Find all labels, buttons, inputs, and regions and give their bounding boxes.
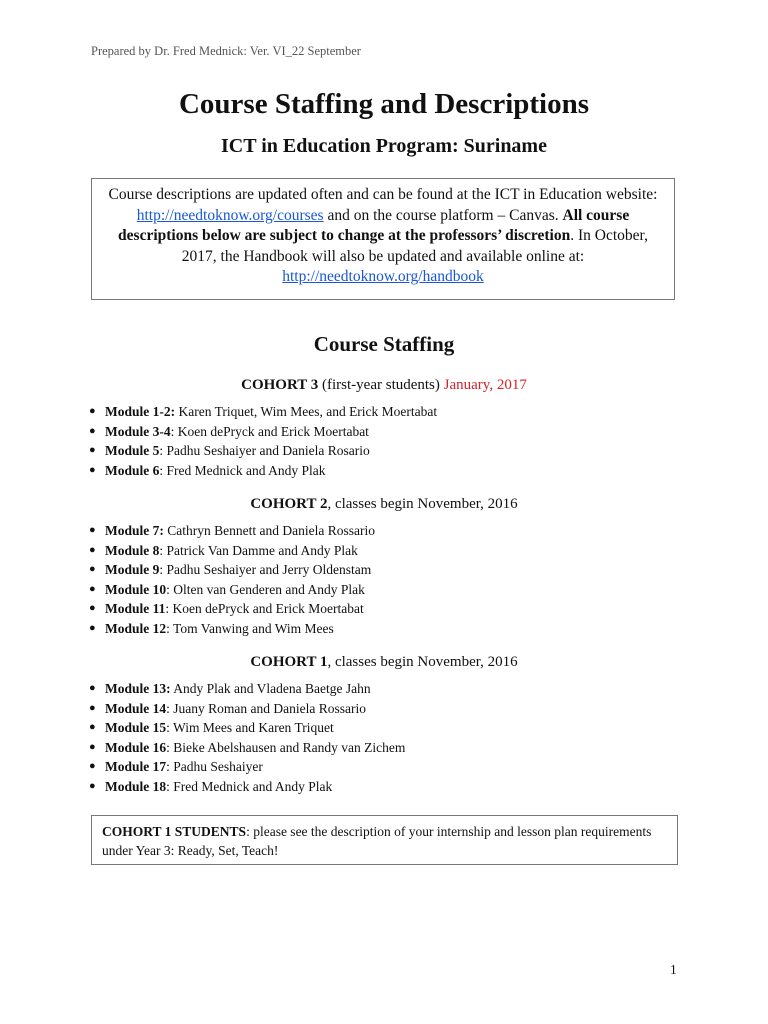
- bullet-icon: ●: [89, 779, 96, 792]
- module-label: Module 16: [105, 739, 167, 755]
- cohort-3-module-list: [89, 402, 437, 480]
- cohort-1-module-list: [89, 679, 405, 796]
- list-item: [89, 699, 405, 719]
- module-label: Module 6: [105, 462, 160, 478]
- cohort-name: COHORT 2: [250, 496, 328, 512]
- module-label: Module 9: [105, 562, 160, 577]
- cohort-description: (first-year students): [318, 377, 444, 393]
- notice-bold-text: All course descriptions below are subject to change at the professors’ discretion: [118, 206, 630, 244]
- module-staff: Cathryn Bennett and Daniela Rossario: [163, 523, 375, 538]
- handbook-link[interactable]: http://needtoknow.org/handbook: [282, 268, 484, 285]
- bullet-icon: ●: [89, 424, 96, 437]
- bullet-icon: ●: [89, 701, 96, 714]
- list-item: [89, 402, 437, 422]
- cohort-description: , classes begin November, 2016: [327, 654, 518, 670]
- module-staff: : Fred Mednick and Andy Plak: [159, 462, 326, 478]
- cohort-name: COHORT 1: [250, 654, 328, 670]
- bullet-icon: ●: [89, 721, 96, 733]
- list-item: [89, 679, 405, 699]
- note-text: : please see the description of your internship and lesson plan requirements under Year 3: Ready, Set, Teach!: [102, 824, 652, 858]
- notice-text-2: and on the course platform – Canvas.: [323, 206, 563, 224]
- list-item: [89, 461, 437, 481]
- module-staff: : Juany Roman and Daniela Rossario: [166, 700, 366, 716]
- module-label: Module 17: [105, 759, 167, 774]
- cohort-3-heading: [0, 377, 768, 394]
- module-staff: : Tom Vanwing and Wim Mees: [166, 620, 334, 636]
- module-label: Module 11: [105, 601, 166, 616]
- module-staff: : Koen dePryck and Erick Moertabat: [165, 601, 364, 616]
- course-description-notice: [91, 178, 675, 300]
- document-subtitle: ICT in Education Program: Suriname: [221, 135, 547, 157]
- list-item: [89, 757, 405, 777]
- module-label: Module 8: [105, 542, 160, 558]
- list-item: [89, 599, 375, 619]
- module-label: Module 7:: [105, 523, 164, 538]
- bullet-icon: ●: [89, 582, 96, 595]
- list-item: [89, 738, 405, 758]
- bullet-icon: ●: [89, 682, 96, 694]
- list-item: [89, 422, 437, 442]
- module-staff: : Bieke Abelshausen and Randy van Zichem: [166, 739, 406, 755]
- module-staff: : Fred Mednick and Andy Plak: [166, 778, 333, 794]
- bullet-icon: ●: [89, 405, 96, 417]
- module-label: Module 5: [105, 443, 160, 458]
- bullet-icon: ●: [89, 760, 96, 772]
- cohort-2-module-list: [89, 521, 375, 638]
- bullet-icon: ●: [89, 740, 96, 753]
- module-label: Module 14: [105, 700, 167, 716]
- cohort-1-students-note: [91, 815, 678, 865]
- list-item: [89, 521, 375, 541]
- module-staff: : Patrick Van Damme and Andy Plak: [159, 542, 358, 558]
- module-label: Module 12: [105, 620, 167, 636]
- module-staff: : Padhu Seshaiyer: [166, 759, 263, 774]
- bullet-icon: ●: [89, 621, 96, 634]
- module-staff: : Olten van Genderen and Andy Plak: [166, 581, 365, 597]
- bullet-icon: ●: [89, 444, 96, 456]
- document-title: Course Staffing and Descriptions: [178, 88, 590, 120]
- list-item: [89, 718, 405, 738]
- list-item: [89, 619, 375, 639]
- module-staff: Andy Plak and Vladena Baetge Jahn: [170, 681, 371, 696]
- module-staff: : Padhu Seshaiyer and Jerry Oldenstam: [159, 562, 372, 577]
- module-label: Module 18: [105, 778, 167, 794]
- module-label: Module 13:: [105, 681, 171, 696]
- module-label: Module 15: [105, 720, 167, 735]
- cohort-description: , classes begin November, 2016: [327, 496, 518, 512]
- cohort-name: COHORT 3: [241, 377, 319, 393]
- bullet-icon: ●: [89, 463, 96, 476]
- bullet-icon: ●: [89, 563, 96, 575]
- bullet-icon: ●: [89, 524, 96, 536]
- list-item: [89, 777, 405, 797]
- module-staff: : Wim Mees and Karen Triquet: [166, 720, 334, 735]
- cohort-date: January, 2017: [443, 377, 527, 393]
- courses-link[interactable]: http://needtoknow.org/courses: [136, 206, 324, 224]
- notice-text-1: Course descriptions are updated often and can be found at the ICT in Education website:: [108, 186, 658, 203]
- note-bold-label: COHORT 1 STUDENTS: [102, 824, 247, 839]
- list-item: [89, 580, 375, 600]
- bullet-icon: ●: [89, 602, 96, 614]
- cohort-2-heading: [0, 496, 768, 513]
- list-item: [89, 441, 437, 461]
- module-staff: Karen Triquet, Wim Mees, and Erick Moertabat: [175, 404, 438, 419]
- cohort-1-heading: [0, 654, 768, 671]
- module-label: Module 3-4: [105, 423, 171, 439]
- section-title-course-staffing: Course Staffing: [313, 332, 455, 356]
- list-item: [89, 541, 375, 561]
- list-item: [89, 560, 375, 580]
- notice-text-3: . In October, 2017, the Handbook will also be updated and available online at:: [181, 227, 648, 265]
- module-label: Module 1-2:: [105, 404, 176, 419]
- module-label: Module 10: [105, 581, 167, 597]
- module-staff: : Padhu Seshaiyer and Daniela Rosario: [159, 443, 370, 458]
- bullet-icon: ●: [89, 543, 96, 556]
- module-staff: : Koen dePryck and Erick Moertabat: [170, 423, 369, 439]
- page-number: 1: [670, 962, 677, 977]
- prepared-by-note: Prepared by Dr. Fred Mednick: Ver. VI_22 September: [91, 44, 361, 58]
